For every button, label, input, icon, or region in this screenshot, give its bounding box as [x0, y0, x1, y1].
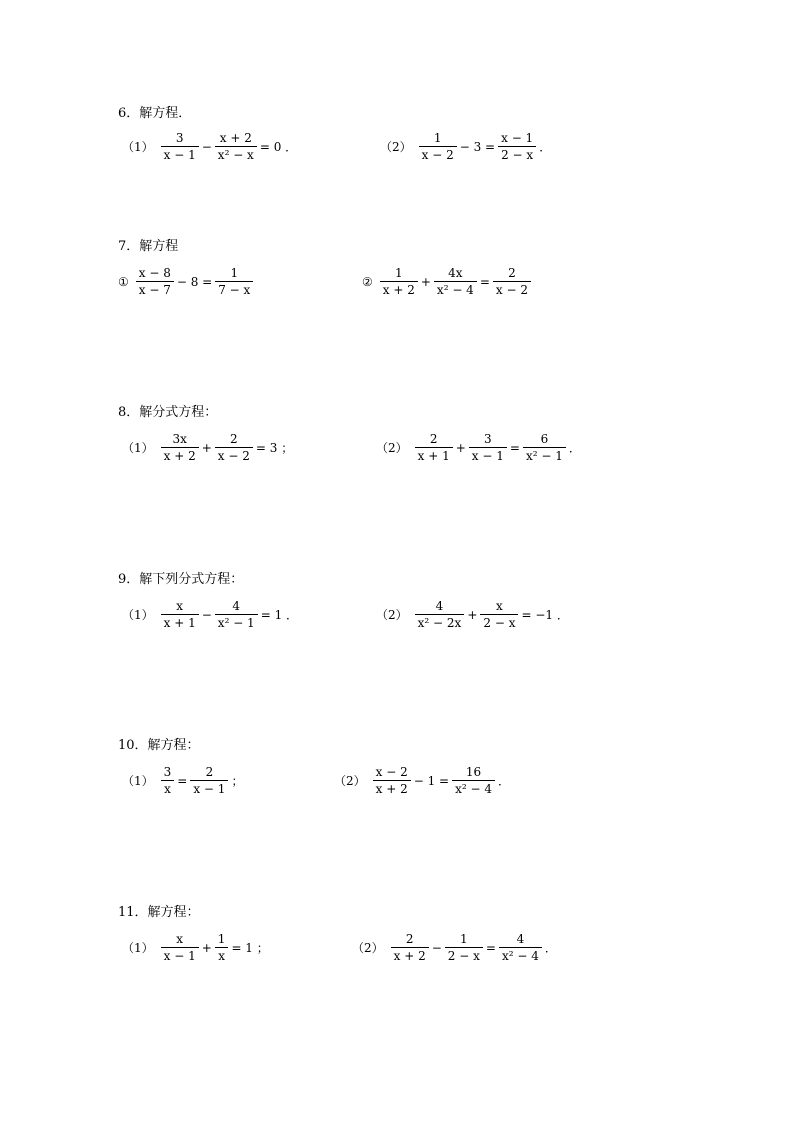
equation-label: （1） — [122, 140, 154, 154]
denominator: 2 − x — [483, 616, 516, 630]
denominator: 2 − x — [501, 148, 534, 162]
problem-8-heading: 8．解分式方程： — [118, 405, 218, 420]
numerator: x — [496, 599, 503, 613]
operator: = — [509, 440, 520, 455]
operator: + — [455, 440, 466, 455]
problem-10-equation-1 — [122, 765, 245, 796]
operator: + — [201, 940, 212, 955]
operator: = −1 ． — [521, 608, 569, 622]
fraction — [499, 932, 542, 963]
denominator: x − 1 — [471, 449, 504, 463]
denominator: x² − 4 — [501, 949, 539, 963]
numerator: 2 — [230, 432, 238, 446]
denominator: x² − 4 — [436, 283, 474, 297]
numerator: 1 — [433, 131, 442, 145]
numerator: x — [176, 599, 184, 613]
denominator: x + 2 — [375, 782, 408, 796]
numerator: 4 — [435, 599, 444, 613]
denominator: x² − x — [217, 148, 254, 162]
operator: ． — [568, 441, 581, 455]
operator: = 1 ． — [260, 608, 299, 622]
fraction — [161, 765, 175, 796]
fraction — [415, 599, 465, 630]
fraction — [498, 131, 536, 162]
problem-11-heading: 11．解方程： — [118, 905, 200, 920]
problem-11-equation-1 — [122, 932, 271, 963]
equation-label: （1） — [122, 608, 154, 622]
fraction — [373, 765, 411, 796]
operator: − — [201, 607, 212, 622]
operator: + — [420, 274, 431, 289]
fraction — [161, 131, 199, 162]
operator: − — [201, 139, 212, 154]
denominator: x − 2 — [217, 449, 250, 463]
numerator: 6 — [540, 432, 549, 446]
denominator: x − 1 — [163, 949, 196, 963]
problem-10-equation-2 — [334, 765, 512, 796]
denominator: x + 1 — [163, 616, 196, 630]
numerator: 4x — [448, 266, 463, 280]
fraction — [415, 432, 453, 463]
problem-7-equation-1 — [118, 266, 254, 297]
operator: = — [479, 274, 490, 289]
operator: + — [467, 607, 478, 622]
problem-8-equation-2 — [376, 432, 583, 463]
operator: − — [431, 940, 442, 955]
equation-label: （2） — [376, 608, 408, 622]
equation-label: ② — [362, 274, 373, 289]
denominator: 7 − x — [218, 283, 251, 297]
equation-label: （2） — [376, 441, 408, 455]
denominator: x − 1 — [163, 148, 196, 162]
operator: = — [485, 940, 496, 955]
denominator: x — [218, 949, 225, 963]
problem-6-equation-2 — [380, 131, 553, 162]
fraction — [419, 131, 457, 162]
fraction — [161, 932, 199, 963]
fraction — [434, 266, 477, 297]
equation-label: （1） — [122, 774, 154, 788]
equation-label: ① — [118, 274, 129, 289]
operator: = 3 ； — [255, 441, 294, 455]
fraction — [215, 432, 253, 463]
problem-9-equation-1 — [122, 599, 300, 630]
problem-10-heading: 10．解方程： — [118, 738, 200, 753]
denominator: x − 2 — [495, 283, 528, 297]
denominator: x + 2 — [393, 949, 426, 963]
numerator: x − 2 — [375, 765, 408, 779]
numerator: 2 — [429, 432, 438, 446]
numerator: 1 — [394, 266, 403, 280]
operator: ． — [498, 774, 511, 788]
numerator: 3 — [163, 765, 172, 779]
numerator: 1 — [460, 932, 468, 946]
denominator: x — [164, 782, 171, 796]
fraction — [190, 765, 228, 796]
fraction — [452, 765, 495, 796]
operator: ． — [544, 941, 557, 955]
denominator: x + 2 — [382, 283, 415, 297]
denominator: x + 2 — [163, 449, 196, 463]
operator: = 1 ； — [231, 941, 269, 955]
problem-9-heading: 9．解下列分式方程： — [118, 572, 244, 587]
problem-11-equation-2 — [352, 932, 559, 963]
fraction — [523, 432, 566, 463]
fraction — [136, 266, 174, 297]
problem-7-heading: 7．解方程 — [118, 239, 179, 254]
equation-label: （2） — [334, 774, 366, 788]
operator: − 8 = — [176, 274, 213, 289]
fraction — [445, 932, 483, 963]
operator: = 0 ． — [259, 140, 298, 154]
fraction — [469, 432, 507, 463]
problem-8-equation-1 — [122, 432, 295, 463]
numerator: 3 — [175, 131, 184, 145]
operator: + — [201, 440, 212, 455]
numerator: 4 — [516, 932, 525, 946]
denominator: x² − 4 — [455, 782, 493, 796]
denominator: x² − 2x — [417, 616, 462, 630]
problem-9-equation-2 — [376, 599, 571, 630]
problem-6-heading: 6．解方程． — [118, 106, 192, 121]
numerator: x − 1 — [501, 131, 534, 145]
numerator: 2 — [508, 266, 516, 280]
fraction — [215, 266, 253, 297]
fraction — [391, 932, 429, 963]
fraction — [380, 266, 418, 297]
numerator: x — [176, 932, 184, 946]
numerator: 1 — [230, 266, 239, 280]
equation-label: （2） — [352, 941, 384, 955]
numerator: 2 — [405, 932, 414, 946]
problem-6-equation-1 — [122, 131, 299, 162]
fraction — [161, 432, 199, 463]
denominator: x + 1 — [417, 449, 450, 463]
denominator: x² − 1 — [217, 616, 255, 630]
numerator: 4 — [232, 599, 241, 613]
numerator: 3 — [484, 432, 492, 446]
denominator: x − 2 — [421, 148, 454, 162]
fraction — [493, 266, 531, 297]
numerator: 1 — [217, 932, 226, 946]
operator: − 1 = — [413, 773, 450, 788]
operator: − 3 = — [459, 139, 496, 154]
fraction — [215, 932, 229, 963]
numerator: 16 — [465, 765, 482, 779]
fraction — [161, 599, 199, 630]
equation-label: （1） — [122, 941, 154, 955]
numerator: x + 2 — [219, 131, 252, 145]
denominator: 2 − x — [447, 949, 480, 963]
problem-7-equation-2 — [362, 266, 532, 297]
denominator: x − 7 — [138, 283, 171, 297]
fraction — [215, 131, 257, 162]
operator: ； — [231, 774, 244, 788]
fraction — [480, 599, 518, 630]
operator: ． — [539, 140, 552, 154]
numerator: 3x — [172, 432, 187, 446]
numerator: 2 — [205, 765, 214, 779]
equation-label: （1） — [122, 441, 154, 455]
equation-label: （2） — [380, 140, 412, 154]
denominator: x − 1 — [193, 782, 226, 796]
operator: = — [177, 773, 188, 788]
fraction — [215, 599, 258, 630]
numerator: x − 8 — [138, 266, 171, 280]
denominator: x² − 1 — [525, 449, 563, 463]
